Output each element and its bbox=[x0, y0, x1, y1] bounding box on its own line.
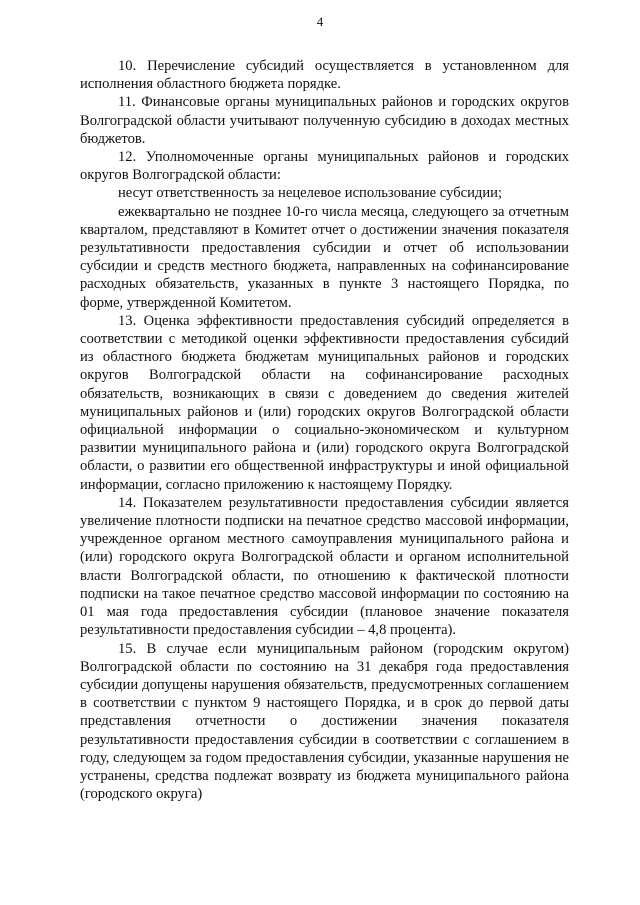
paragraph-14: 14. Показателем результативности предоставления субсидии является увеличение плотности подписки на печатное средство массовой информации, учрежденное органом местного самоуправления муниципального района и (или) городского округа Волгоградской области и органом исполнительной власти Волгоградской области, по отношению к фактической плотности подписки на такое печатное средство массовой информации по состоянию на 01 мая года предоставления субсидии (плановое значение показателя результативности предоставления субсидии – 4,8 процента). bbox=[80, 494, 569, 639]
paragraph-13: 13. Оценка эффективности предоставления субсидий определяется в соответствии с методикой оценки эффективности предоставления субсидий из областного бюджета бюджетам муниципальных районов и городских округов Волгоградской области на софинансирование расходных обязательств, возникающих в связи с доведением до сведения жителей муниципальных районов и (или) городских округов Волгоградской области официальной информации о социально-экономическом и культурном развитии муниципального района и (или) городского округа Волгоградской области, о развитии его общественной инфраструктуры и иной официальной информации, согласно приложению к настоящему Порядку. bbox=[80, 312, 569, 493]
page-number: 4 bbox=[316, 14, 324, 29]
paragraph-12-item-responsibility: несут ответственность за нецелевое использование субсидии; bbox=[118, 185, 503, 202]
paragraph-12-item-reporting: ежеквартально не позднее 10-го числа месяца, следующего за отчетным кварталом, представляют в Комитет отчет о достижении значения показателя результативности предоставления субсидии и отчет об использовании субсидии и средств местного бюджета, направленных на софинансирование расходных обязательств, указанных в пункте 3 настоящего Порядка, по форме, утвержденной Комитетом. bbox=[80, 203, 569, 311]
paragraph-12: 12. Уполномоченные органы муниципальных районов и городских округов Волгоградской области: bbox=[80, 149, 569, 184]
document-body bbox=[80, 57, 569, 803]
paragraph-15: 15. В случае если муниципальным районом (городским округом) Волгоградской области по состоянию на 31 декабря года предоставления субсидии допущены нарушения обязательств, предусмотренных соглашением в соответствии с пунктом 9 настоящего Порядка, и в срок до первой даты представления отчетности о достижении значения показателя результативности предоставления субсидии в соответствии с соглашением в году, следующем за годом предоставления субсидии, указанные нарушения не устранены, средства подлежат возврату из бюджета муниципального района (городского округа) bbox=[80, 640, 569, 803]
paragraph-10: 10. Перечисление субсидий осуществляется в установленном для исполнения областного бюджета порядке. bbox=[80, 58, 569, 93]
paragraph-11: 11. Финансовые органы муниципальных районов и городских округов Волгоградской области учитывают полученную субсидию в доходах местных бюджетов. bbox=[80, 94, 569, 147]
